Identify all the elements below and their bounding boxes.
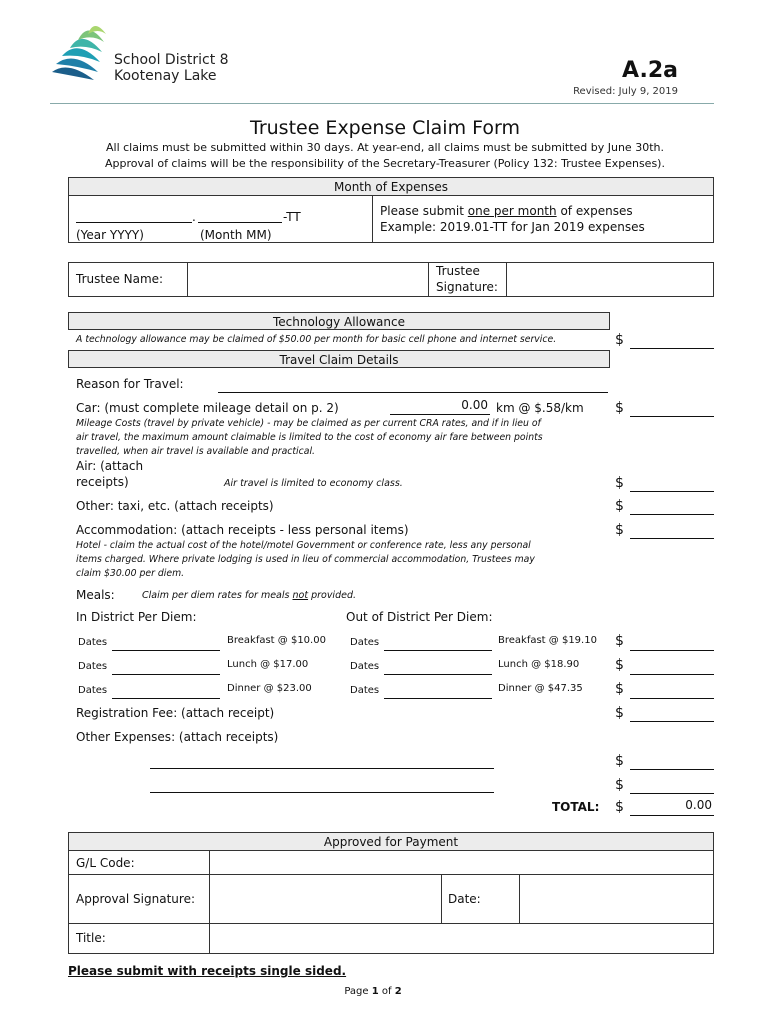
tech-dollar: $ — [615, 332, 624, 348]
accom-note-2: items charged. Where private lodging is used in lieu of commercial accommodation, Trustees may — [76, 554, 535, 565]
total-label: TOTAL: — [552, 800, 600, 814]
form-code: A.2a — [622, 58, 678, 83]
month-example: Example: 2019.01-TT for Jan 2019 expenses — [380, 220, 645, 234]
meals-note: Claim per diem rates for meals not provided. — [142, 590, 357, 601]
intro-line-2: Approval of claims will be the responsibility of the Secretary-Treasurer (Policy 132: Trustee Expenses). — [105, 157, 665, 170]
page-number: Page 1 of 2 — [344, 986, 402, 997]
registration-amount-input[interactable] — [630, 705, 714, 719]
accom-note-1: Hotel - claim the actual cost of the hotel/motel Government or conference rate, less any personal — [76, 540, 531, 551]
approval-signature-input[interactable] — [214, 891, 438, 905]
year-input[interactable] — [76, 208, 192, 222]
in-district-heading: In District Per Diem: — [76, 610, 197, 624]
out-breakfast-rate: Breakfast @ $19.10 — [498, 635, 597, 646]
km-value: 0.00 — [461, 398, 488, 412]
gl-code-input[interactable] — [214, 855, 710, 869]
meals-label: Meals: — [76, 588, 115, 602]
other-amount-input[interactable] — [630, 498, 714, 512]
air-amount-input[interactable] — [630, 475, 714, 489]
car-label: Car: (must complete mileage detail on p. 2) — [76, 401, 339, 415]
other-expense-2-amount-input[interactable] — [630, 777, 714, 791]
other-expense-1-desc-input[interactable] — [150, 752, 494, 766]
other-expense-2-dollar: $ — [615, 777, 624, 793]
car-amount-input[interactable] — [630, 400, 714, 414]
km-rate: km @ $.58/km — [496, 401, 584, 415]
out-dates-label: Dates — [350, 637, 380, 648]
air-dollar: $ — [615, 475, 624, 491]
other-dollar: $ — [615, 498, 624, 514]
accommodation-amount-input[interactable] — [630, 522, 714, 536]
page-title: Trustee Expense Claim Form — [250, 117, 520, 139]
trustee-sig-label-2: Signature: — [436, 280, 498, 294]
out-dates-label: Dates — [350, 661, 380, 672]
month-heading: Month of Expenses — [69, 178, 713, 196]
in-dates-label: Dates — [78, 637, 108, 648]
reason-label: Reason for Travel: — [76, 377, 184, 391]
approval-date-label: Date: — [448, 892, 481, 906]
approval-signature-label: Approval Signature: — [76, 892, 195, 906]
approval-title-label: Title: — [76, 931, 106, 945]
registration-label: Registration Fee: (attach receipt) — [76, 706, 275, 720]
tech-amount-input[interactable] — [630, 332, 714, 346]
car-note-1: Mileage Costs (travel by private vehicle) - may be claimed as per current CRA rates, and if in lieu of — [76, 418, 541, 429]
out-dinner-dates-input[interactable] — [384, 682, 492, 696]
submit-note: Please submit with receipts single sided. — [68, 964, 347, 978]
org-name-line1: School District 8 — [114, 52, 229, 68]
revised-date: Revised: July 9, 2019 — [573, 86, 678, 97]
reason-input[interactable] — [218, 377, 608, 391]
trustee-name-input[interactable] — [192, 271, 424, 285]
tech-note: A technology allowance may be claimed of $50.00 per month for basic cell phone and internet service. — [76, 334, 557, 345]
approval-title-input[interactable] — [214, 930, 710, 944]
other-expenses-label: Other Expenses: (attach receipts) — [76, 730, 279, 744]
in-lunch-dates-input[interactable] — [112, 658, 220, 672]
out-breakfast-dates-input[interactable] — [384, 634, 492, 648]
accommodation-label: Accommodation: (attach receipts - less personal items) — [76, 523, 409, 537]
breakfast-dollar: $ — [615, 633, 624, 649]
trustee-sig-label-1: Trustee — [436, 264, 480, 278]
month-input[interactable] — [198, 208, 282, 222]
out-district-heading: Out of District Per Diem: — [346, 610, 493, 624]
out-lunch-rate: Lunch @ $18.90 — [498, 659, 580, 670]
other-label: Other: taxi, etc. (attach receipts) — [76, 499, 274, 513]
gl-code-label: G/L Code: — [76, 856, 135, 870]
district-logo — [48, 20, 116, 92]
accom-note-3: claim $30.00 per diem. — [76, 568, 185, 579]
in-dates-label: Dates — [78, 685, 108, 696]
dinner-dollar: $ — [615, 681, 624, 697]
air-label-1: Air: (attach — [76, 459, 144, 473]
in-lunch-rate: Lunch @ $17.00 — [227, 659, 309, 670]
intro-line-1: All claims must be submitted within 30 days. At year-end, all claims must be submitted by June 30th. — [106, 141, 664, 154]
total-value: 0.00 — [685, 798, 712, 812]
org-name-line2: Kootenay Lake — [114, 68, 217, 84]
month-note: Please submit one per month of expenses — [380, 204, 633, 218]
registration-dollar: $ — [615, 705, 624, 721]
approval-heading: Approved for Payment — [69, 833, 713, 851]
lunch-amount-input[interactable] — [630, 657, 714, 671]
year-label: (Year YYYY) — [76, 228, 144, 242]
lunch-dollar: $ — [615, 657, 624, 673]
in-dinner-dates-input[interactable] — [112, 682, 220, 696]
out-dates-label: Dates — [350, 685, 380, 696]
trustee-signature-input[interactable] — [510, 271, 710, 285]
out-lunch-dates-input[interactable] — [384, 658, 492, 672]
car-dollar: $ — [615, 400, 624, 416]
dinner-amount-input[interactable] — [630, 681, 714, 695]
air-note: Air travel is limited to economy class. — [224, 478, 403, 489]
tt-suffix: -TT — [283, 210, 301, 224]
other-expense-1-dollar: $ — [615, 753, 624, 769]
other-expense-2-desc-input[interactable] — [150, 776, 494, 790]
month-label: (Month MM) — [200, 228, 272, 242]
out-dinner-rate: Dinner @ $47.35 — [498, 683, 583, 694]
tech-heading: Technology Allowance — [68, 312, 610, 330]
in-breakfast-rate: Breakfast @ $10.00 — [227, 635, 326, 646]
car-note-2: air travel, the maximum amount claimable is limited to the cost of economy air fare between points — [76, 432, 543, 443]
car-note-3: travelled, when air travel is available and practical. — [76, 446, 315, 457]
header-rule — [50, 103, 714, 104]
approval-date-input[interactable] — [524, 891, 710, 905]
in-dates-label: Dates — [78, 661, 108, 672]
trustee-name-label: Trustee Name: — [76, 272, 164, 286]
accommodation-dollar: $ — [615, 522, 624, 538]
air-label-2: receipts) — [76, 475, 129, 489]
travel-heading: Travel Claim Details — [68, 350, 610, 368]
year-month-dot: . — [192, 210, 196, 224]
in-breakfast-dates-input[interactable] — [112, 634, 220, 648]
other-expense-1-amount-input[interactable] — [630, 753, 714, 767]
breakfast-amount-input[interactable] — [630, 633, 714, 647]
in-dinner-rate: Dinner @ $23.00 — [227, 683, 312, 694]
total-dollar: $ — [615, 799, 624, 815]
